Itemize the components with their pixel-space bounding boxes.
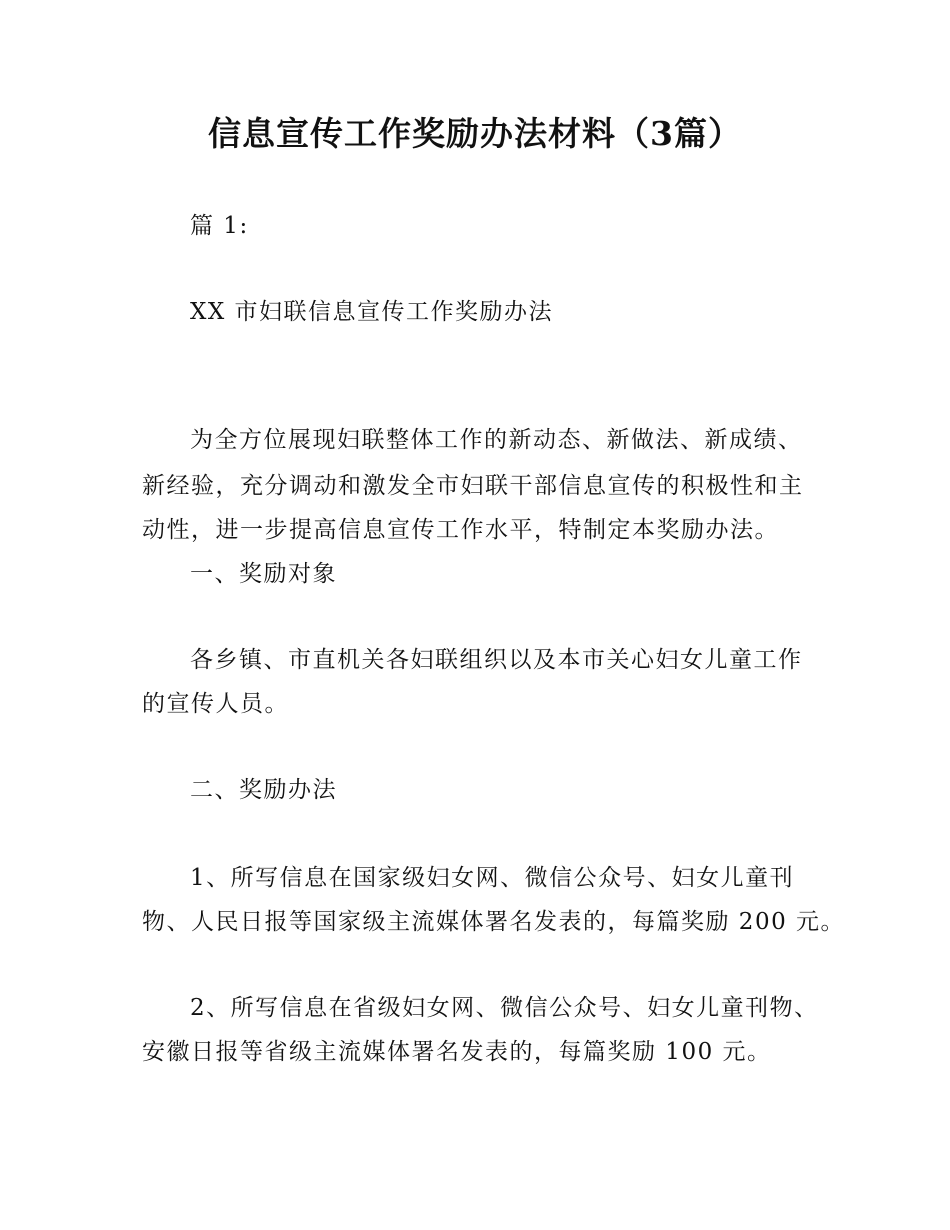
intro-line: 新经验，充分调动和激发全市妇联干部信息宣传的积极性和主: [142, 473, 804, 499]
intro-line: 动性，进一步提高信息宣传工作水平，特制定本奖励办法。: [142, 517, 779, 543]
section-line: 的宣传人员。: [142, 691, 289, 717]
list-item: 安徽日报等省级主流媒体署名发表的，每篇奖励 100 元。: [142, 1039, 772, 1065]
document-title: 信息宣传工作奖励办法材料（3篇）: [208, 114, 742, 153]
section-line: 各乡镇、市直机关各妇联组织以及本市关心妇女儿童工作: [190, 647, 803, 673]
list-item: 物、人民日报等国家级主流媒体署名发表的，每篇奖励 200 元。: [142, 909, 846, 935]
part-label: 篇 1:: [190, 213, 249, 239]
section-heading: 二、奖励办法: [190, 777, 337, 803]
doc-heading: XX 市妇联信息宣传工作奖励办法: [190, 299, 554, 325]
intro-line: 为全方位展现妇联整体工作的新动态、新做法、新成绩、: [190, 427, 803, 453]
list-item: 2、所写信息在省级妇女网、微信公众号、妇女儿童刊物、: [190, 995, 819, 1021]
list-item: 1、所写信息在国家级妇女网、微信公众号、妇女儿童刊: [190, 865, 795, 891]
section-heading: 一、奖励对象: [190, 561, 337, 587]
